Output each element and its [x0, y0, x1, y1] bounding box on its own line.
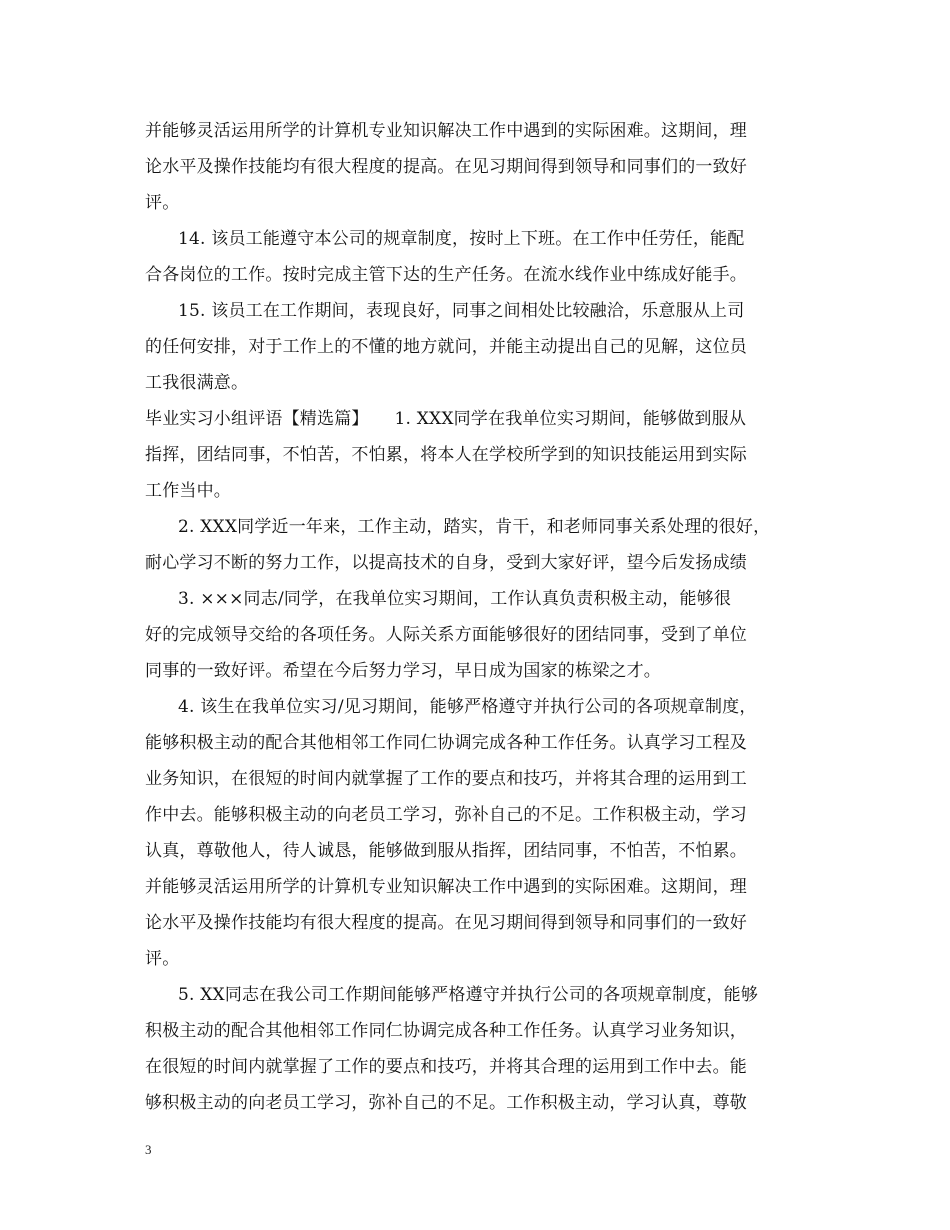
text-line: 认真，尊敬他人，待人诚恳，能够做到服从指挥，团结同事，不怕苦，不怕累。	[145, 841, 747, 861]
text-line: 3. ×××同志/同学，在我单位实习期间，工作认真负责积极主动，能够很	[178, 589, 732, 609]
text-line: 评。	[145, 949, 180, 969]
text-line: 指挥，团结同事，不怕苦，不怕累，将本人在学校所学到的知识技能运用到实际	[145, 445, 747, 465]
text-line: 作中去。能够积极主动的向老员工学习，弥补自己的不足。工作积极主动，学习	[145, 805, 747, 825]
text-line: 工作当中。	[145, 481, 231, 501]
text-line: 业务知识，在很短的时间内就掌握了工作的要点和技巧，并将其合理的运用到工	[145, 769, 747, 789]
text-line: 论水平及操作技能均有很大程度的提高。在见习期间得到领导和同事们的一致好	[145, 913, 747, 933]
text-line: 2. XXX同学近一年来，工作主动，踏实，肯干，和老师同事关系处理的很好，	[178, 517, 771, 537]
section-heading-line: 毕业实习小组评语【精选篇】 1. XXX同学在我单位实习期间，能够做到服从	[145, 409, 747, 429]
text-line: 积极主动的配合其他相邻工作同仁协调完成各种工作任务。认真学习业务知识，	[145, 1021, 747, 1041]
text-line: 5. XX同志在我公司工作期间能够严格遵守并执行公司的各项规章制度，能够	[178, 985, 759, 1005]
text-line: 15. 该员工在工作期间，表现良好，同事之间相处比较融洽，乐意服从上司	[178, 301, 745, 321]
text-line: 耐心学习不断的努力工作，以提高技术的自身，受到大家好评，望今后发扬成绩	[145, 553, 747, 573]
text-line: 论水平及操作技能均有很大程度的提高。在见习期间得到领导和同事们的一致好	[145, 157, 747, 177]
text-line: 并能够灵活运用所学的计算机专业知识解决工作中遇到的实际困难。这期间，理	[145, 877, 747, 897]
text-line: 同事的一致好评。希望在今后努力学习，早日成为国家的栋梁之才。	[145, 661, 661, 681]
text-line: 评。	[145, 193, 180, 213]
text-line: 4. 该生在我单位实习/见习期间，能够严格遵守并执行公司的各项规章制度，	[178, 697, 757, 717]
text-line: 工我很满意。	[145, 373, 249, 393]
text-line: 在很短的时间内就掌握了工作的要点和技巧，并将其合理的运用到工作中去。能	[145, 1057, 747, 1077]
text-line: 好的完成领导交给的各项任务。人际关系方面能够很好的团结同事，受到了单位	[145, 625, 747, 645]
text-line: 的任何安排，对于工作上的不懂的地方就问，并能主动提出自己的见解，这位员	[145, 337, 747, 357]
text-line: 能够积极主动的配合其他相邻工作同仁协调完成各种工作任务。认真学习工程及	[145, 733, 747, 753]
page-number: 3	[145, 1142, 152, 1157]
text-line: 并能够灵活运用所学的计算机专业知识解决工作中遇到的实际困难。这期间，理	[145, 121, 747, 141]
text-line: 14. 该员工能遵守本公司的规章制度，按时上下班。在工作中任劳任，能配	[178, 229, 745, 249]
text-line: 够积极主动的向老员工学习，弥补自己的不足。工作积极主动，学习认真，尊敬	[145, 1093, 747, 1113]
text-line: 合各岗位的工作。按时完成主管下达的生产任务。在流水线作业中练成好能手。	[145, 265, 747, 285]
